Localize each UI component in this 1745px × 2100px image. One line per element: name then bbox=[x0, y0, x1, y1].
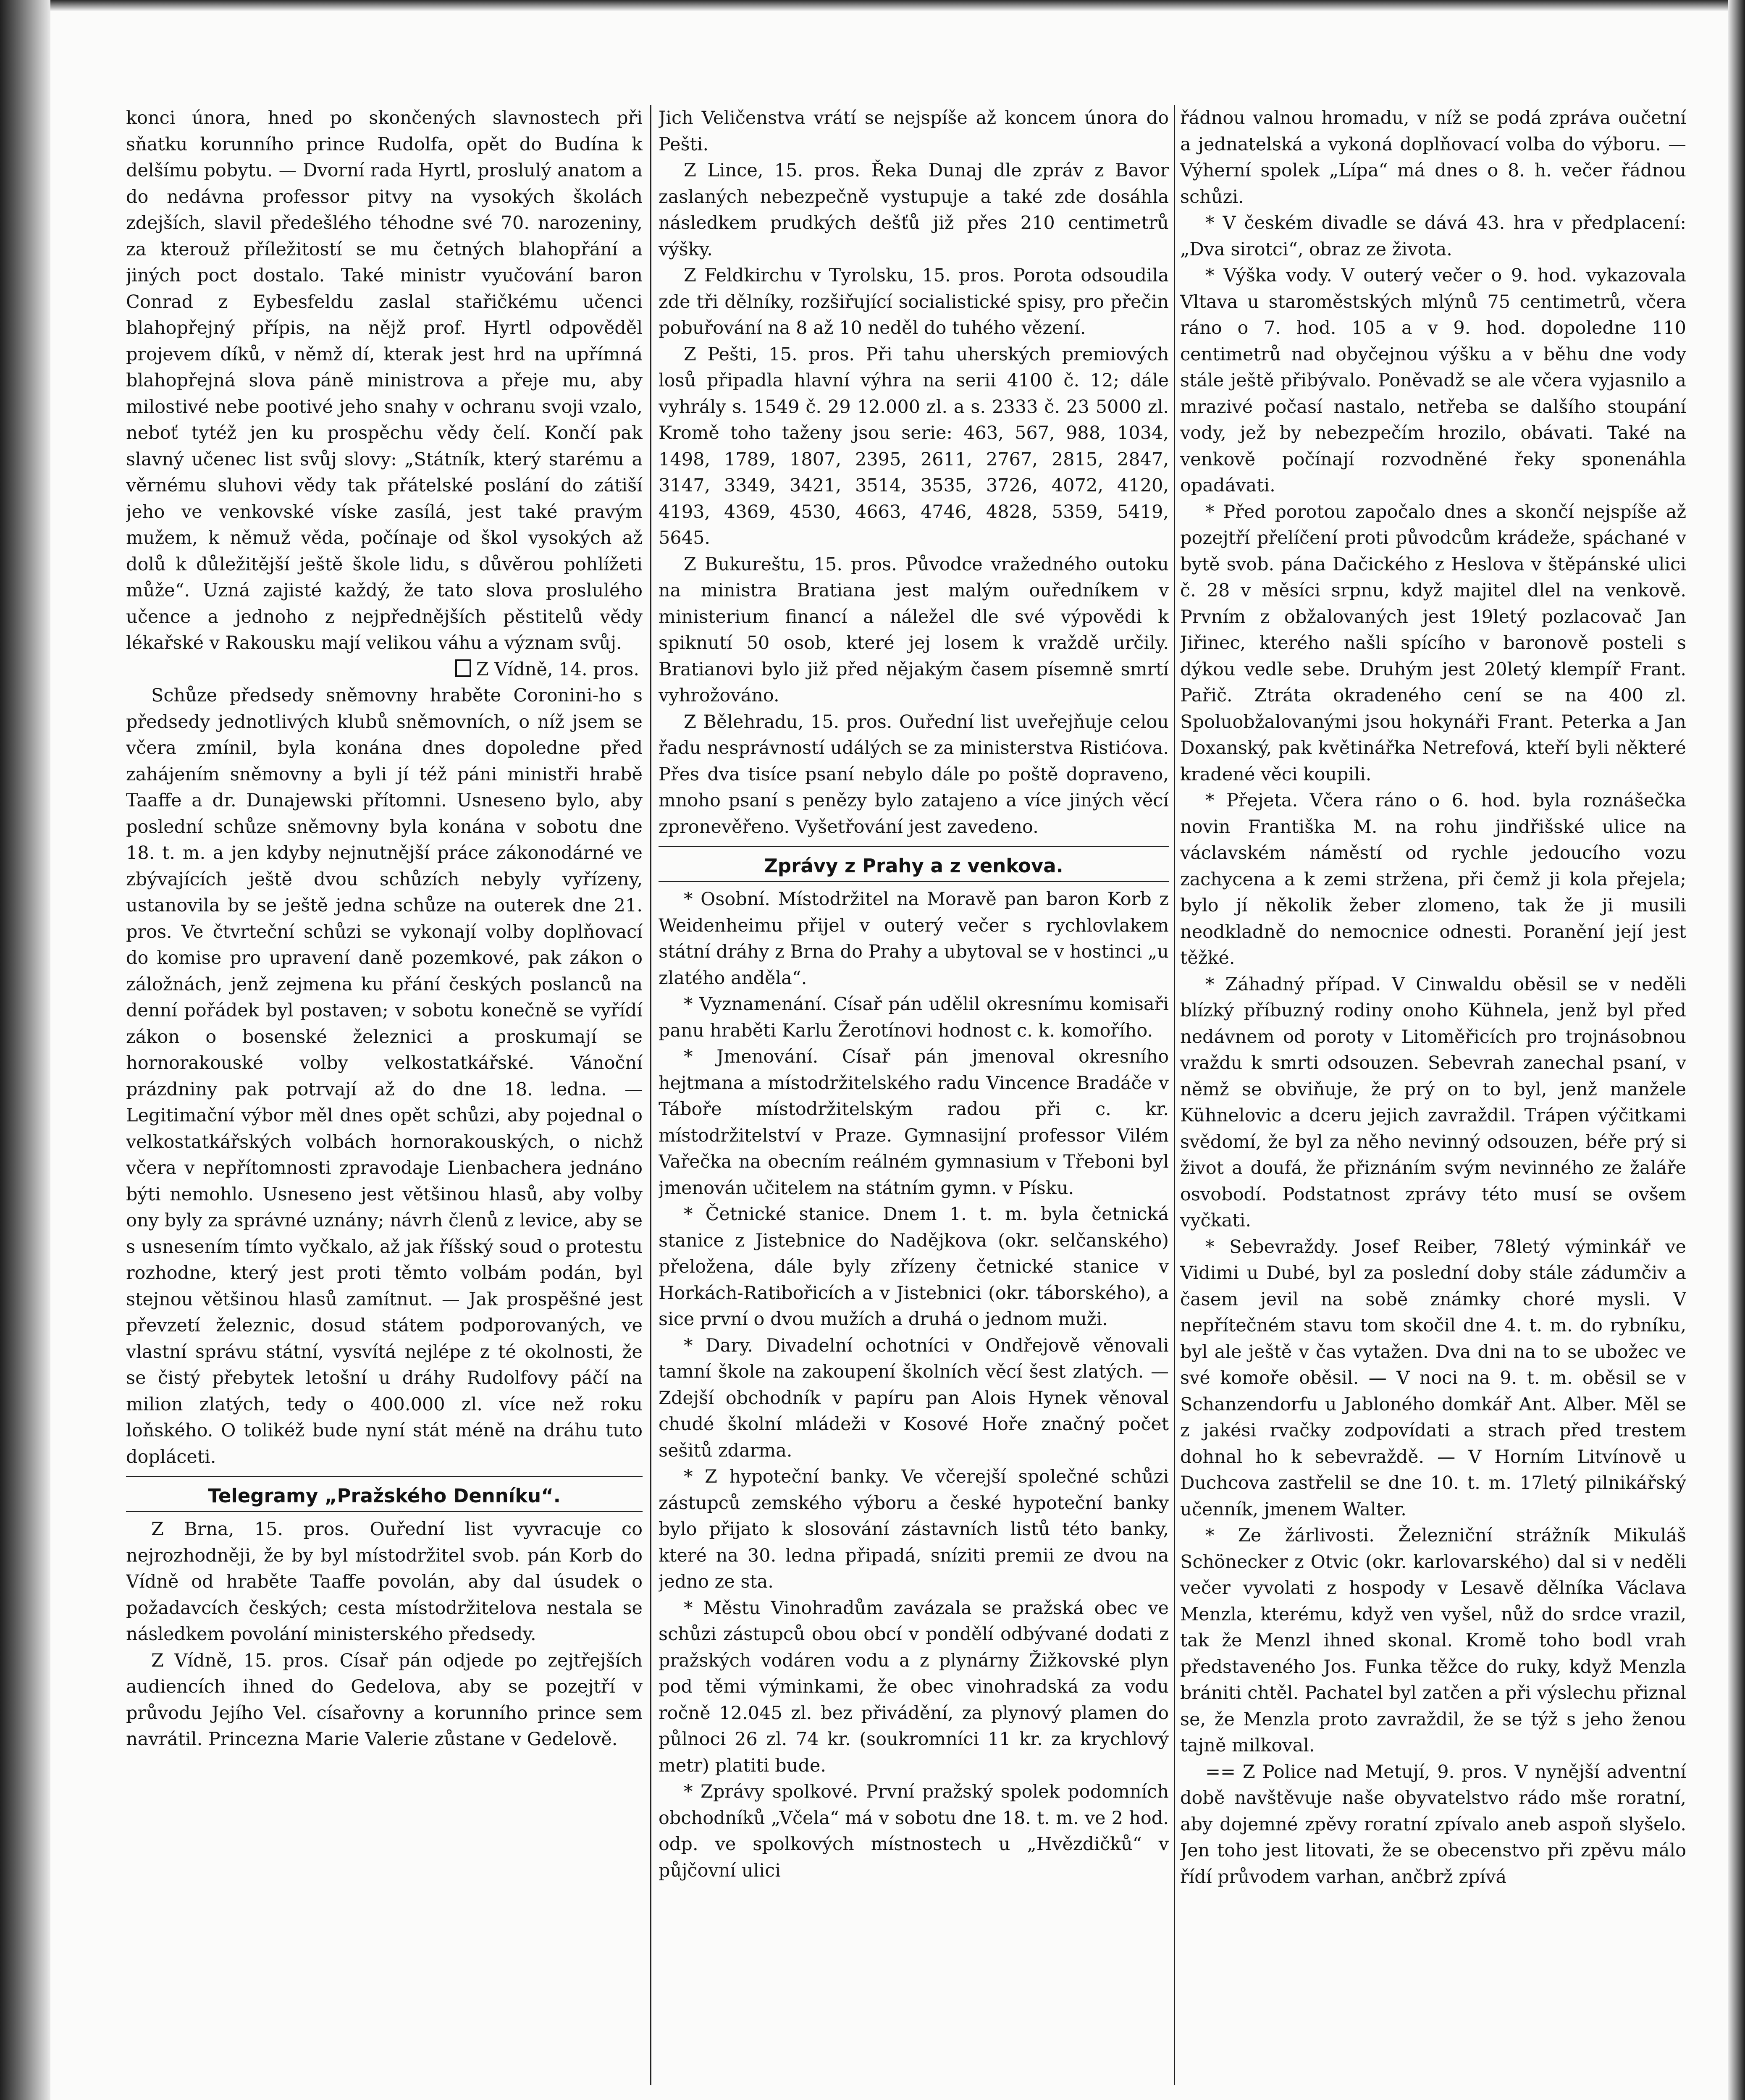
article-text: Schůze předsedy sněmovny hraběte Coronini-ho s předsedy jednotlivých klubů sněmovních, o níž jsem se včera zmínil, byla konána dnes dopoledne před zahájením sněmovny a byli jí též páni ministři hrabě Taaffe a dr. Dunajewski přítomni. Usneseno bylo, aby poslední schůze sněmovny byla konána v sobotu dne 18. t. m. a jen kdyby nejnutnější práce zákonodárné ve zbývajících ještě dvou schůzích nebyly vyřízeny, ustanovila by se ještě jedna schůze na outerek dne 21. pros. Ve čtvrteční schůzi se vykonají volby doplňovací do komise pro upravení daně pozemkové, pak zákon o záložnách, jenž zejmena ku přání českých poslanců na denní pořádek byl postaven; v sobotu konečně se vyřídí zákon o bosenské železnici a proskumají se hornorakouské volby velkostatkářské. Vánoční prázdniny pak potrvají až do dne 18. ledna. — Legitimační výbor měl dnes opět schůzi, aby pojednal o velkostatkářských volbách hornorakouských, o nichž včera v nepřítomnosti zpravodaje Lienbachera jednáno býti nemohlo. Usneseno jest většinou hlasů, aby volby ony byly za správné uznány; návrh členů z levice, aby se s usnesením tímto vyčkalo, až jak říšský soud o protestu rozhodne, který jest proti těmto volbám podán, byl stejnou většinou hlasů zamítnut. — Jak prospěšné jest převzetí železnic, dosud státem podporovaných, ve vlastní správu státní, vysvítá nejlépe z té okolnosti, že se čistý přebytek letošní u dráhy Rudolfovy páčí na milion zlatých, tedy o 400.000 zl. více než roku loňského. O tolikéž bude nyní stát méně na dráhu tuto dopláceti. bbox=[126, 685, 643, 1467]
divider bbox=[659, 881, 1169, 882]
article-text: == Z Police nad Metují, 9. pros. V nynější adventní době navštěvuje naše obyvatelstvo rádo mše roratní, aby dojemné zpěvy roratní zpívalo aneb aspoň slyšelo. Jen toho jest litovati, že se obecenstvo při zpěvu málo řídí průvodem varhan, ančbrž zpívá bbox=[1180, 1761, 1686, 1887]
article-text: * Před porotou započalo dnes a skončí nejspíše až pozejtří přelíčení proti původcům krádeže, spáchané v bytě svob. pána Dačického z Heslova v štěpánské ulici č. 28 v měsíci srpnu, když majitel dlel na venkově. Prvním z obžalovaných jest 19letý pozlacovač Jan Jiřinec, kterého našli spícího v baronově posteli s dýkou vedle sebe. Druhým jest 20letý klempíř Frant. Pařič. Ztráta okradeného cení se na 400 zl. Spoluobžalovanými jsou hokynáři Frant. Peterka a Jan Doxanský, pak květinářka Netrefová, kteří byli některé kradené věci koupili. bbox=[1180, 501, 1686, 785]
article-text: Z Bukureštu, 15. pros. Původce vražedného outoku na ministra Bratiana jest malým ouředníkem v ministerium financí a náležel dle své výpovědi k spiknutí 50 osob, které jej losem k vraždě určily. Bratianovi bylo již před nějakým časem písemně smrtí vyhrožováno. bbox=[659, 554, 1169, 706]
divider bbox=[659, 846, 1169, 847]
article-text: Z Feldkirchu v Tyrolsku, 15. pros. Porota odsoudila zde tři dělníky, rozšiřující socialistické spisy, pro přečin pobuřování na 8 až 10 neděl do tuhého vězení. bbox=[659, 265, 1169, 339]
article-text: Z Brna, 15. pros. Ouřední list vyvracuje co nejrozhodněji, že by byl místodržitel svob. pán Korb do Vídně od hraběte Taaffe povolán, aby dal úsudek o požadavcích českých; cesta místodržitelova nestala se následkem povolání ministerského předsedy. bbox=[126, 1519, 643, 1645]
article-text: * Výška vody. V outerý večer o 9. hod. vykazovala Vltava u staroměstských mlýnů 75 centimetrů, včera ráno o 7. hod. 105 a v 9. hod. dopoledne 110 centimetrů nad obyčejnou výšku a v běhu dne vody stále ještě přibývalo. Poněvadž se ale včera vyjasnilo a mrazivé počasí nastalo, netřeba se dalšího stoupání vody, jež by nebezpečím hrozilo, obávati. Také na venkově počínají rozvodněné řeky sponenáhla opadávati. bbox=[1180, 265, 1686, 496]
article-text: * Jmenování. Císař pán jmenoval okresního hejtmana a místodržitelského radu Vincence Bradáče v Táboře místodržitelským radou při c. kr. místodržitelství v Praze. Gymnasijní professor Vilém Vařečka na obecním reálném gymnasium v Třeboni byl jmenován učitelem na státním gymn. v Písku. bbox=[659, 1046, 1169, 1199]
article-text: * Sebevraždy. Josef Reiber, 78letý výminkář ve Vidimi u Dubé, byl za poslední doby stále zádumčiv a časem jevil na sobě známky choré mysli. V nepřítečném stavu tom skočil dne 4. t. m. do rybníku, byl ale ještě v čas vytažen. Dva dni na to se ubožec ve své komoře oběsil. — V noci na 9. t. m. oběsil se v Schanzendorfu u Jabloného domkář Ant. Alber. Měl se z jakési rvačky zodpovídati a strach před trestem dohnal ho k sebevraždě. — V Horním Litvínově u Duchcova zastřelil se dne 10. t. m. 17letý pilnikářský učenník, jmenem Walter. bbox=[1180, 1236, 1686, 1520]
section-heading: Zprávy z Prahy a z venkova. bbox=[764, 855, 1063, 877]
article-text: * V českém divadle se dává 43. hra v předplacení: „Dva sirotci“, obraz ze života. bbox=[1180, 213, 1686, 260]
article-text: * Přejeta. Včera ráno o 6. hod. byla roznášečka novin Františka M. na rohu jindřišské ulice na václavském náměstí od rychle jedoucího vozu zachycena a k zemi stržena, při čemž ji kola přejela; bylo jí několik žeber zlomeno, tak že ji musili neodkladně do nemocnice odnesti. Poranění její jest těžké. bbox=[1180, 790, 1686, 969]
article-text: Z Pešti, 15. pros. Při tahu uherských premiových losů připadla hlavní výhra na serii 4100 č. 12; dále vyhrály s. 1549 č. 29 12.000 zl. a s. 2333 č. 23 5000 zl. Kromě toho taženy jsou serie: 463, 567, 988, 1034, 1498, 1789, 1807, 2395, 2611, 2767, 2815, 2847, 3147, 3349, 3421, 3514, 3535, 3726, 4072, 4120, 4193, 4369, 4530, 4663, 4746, 4828, 5359, 5419, 5645. bbox=[659, 344, 1169, 549]
article-text: * Osobní. Místodržitel na Moravě pan baron Korb z Weidenheimu přijel v outerý večer s rychlovlakem státní dráhy z Brna do Prahy a ubytoval se v hostinci „u zlatého anděla“. bbox=[659, 889, 1169, 989]
article-text: Z Vídně, 15. pros. Císař pán odjede po zejtřejších audiencích ihned do Gedelova, aby se pozejtří v průvodu Jejího Vel. císařovny a korunního prince sem navrátil. Princezna Marie Valerie zůstane v Gedelově. bbox=[126, 1650, 643, 1750]
article-text: * Městu Vinohradům zavázala se pražská obec ve schůzi zástupců obou obcí v pondělí odbývané dodati z pražských vodáren vodu a z plynárny Žižkovské plyn pod těmi výminkami, že obec vinohradská za vodu ročně 12.045 zl. bez přivádění, za plynový plamen do půlnoci 26 zl. 74 kr. (soukromníci 11 kr. za krychlový metr) platiti bude. bbox=[659, 1597, 1169, 1776]
box-marker-icon bbox=[455, 659, 471, 677]
article-text: Z Bělehradu, 15. pros. Ouřední list uveřejňuje celou řadu nesprávností událých se za ministerstva Ristićova. Přes dva tisíce psaní nebylo dále po poště dopraveno, mnoho psaní s penězy bylo zatajeno a více jiných věcí zpronevěřeno. Vyšetřování jest zavedeno. bbox=[659, 711, 1169, 837]
article-text: * Zprávy spolkové. První pražský spolek podomních obchodníků „Včela“ má v sobotu dne 18. t. m. ve 2 hod. odp. ve spolkových místnostech u „Hvězdičků“ v půjčovní ulici bbox=[659, 1781, 1169, 1881]
article-text: * Vyznamenání. Císař pán udělil okresnímu komisaři panu hraběti Karlu Žerotínovi hodnost c. k. komořího. bbox=[659, 994, 1169, 1041]
article-text: * Záhadný případ. V Cinwaldu oběsil se v neděli blízký příbuzný rodiny onoho Kühnela, jenž byl před nedávnem od poroty v Litoměřicích pro trojnásobnou vraždu k smrti odsouzen. Sebevrah zanechal psaní, v němž se obviňuje, že prý on to byl, jenž manžele Kühnelovic a dceru jejich zavraždil. Trápen výčitkami svědomí, že byl za něho nevinný odsouzen, béře prý si život a doufá, že přiznáním svým nevinného ze žaláře osvobodí. Podstatnost zprávy této musí se ovšem vyčkati. bbox=[1180, 974, 1686, 1231]
article-text: Z Lince, 15. pros. Řeka Dunaj dle zpráv z Bavor zaslaných nebezpečně vystupuje a také zde dosáhla následkem prudkých dešťů již přes 210 centimetrů výšky. bbox=[659, 160, 1169, 260]
dateline-text: Z Vídně, 14. pros. bbox=[476, 659, 639, 680]
dateline bbox=[126, 656, 643, 683]
article-text: * Dary. Divadelní ochotníci v Ondřejově věnovali tamní škole na zakoupení školních věcí šest zlatých. — Zdejší obchodník v papíru pan Alois Hynek věnoval chudé školní mládeži v Kosové Hoře značný počet sešitů zdarma. bbox=[659, 1335, 1169, 1461]
article-text: * Četnické stanice. Dnem 1. t. m. byla četnická stanice z Jistebnice do Nadějkova (okr. selčanského) přeložena, dále byly zřízeny četnické stanice v Horkách-Ratibořicích a v Jistebnici (okr. táborského), a sice první o dvou mužích a druhá o jednom muži. bbox=[659, 1204, 1169, 1330]
divider bbox=[126, 1476, 643, 1477]
article-text: * Ze žárlivosti. Železniční strážník Mikuláš Schönecker z Otvic (okr. karlovarského) dal si v neděli večer vyvolati z hospody v Lesavě dělníka Václava Menzla, kterému, když ven vyšel, nůž do srdce vrazil, tak že Menzl ihned skonal. Kromě toho bodl vrah představeného Jos. Funka těžce do ruky, když Menzla brániti chtěl. Pachatel byl zatčen a při výslechu přiznal se, že Menzla proto zavraždil, že se týž s jeho ženou tajně milkoval. bbox=[1180, 1525, 1686, 1756]
column-rule-right bbox=[1174, 105, 1175, 2085]
section-heading: Telegramy „Pražského Denníku“. bbox=[208, 1485, 561, 1507]
scan-right-edge bbox=[1728, 0, 1745, 2100]
column-rule-left bbox=[650, 105, 651, 2085]
article-text: * Z hypoteční banky. Ve včerejší společné schůzi zástupců zemského výboru a české hypoteční banky bylo přijato k slosování zástavních listů této banky, které na 30. ledna připadá, sníziti premii ze dvou na jedno ze sta. bbox=[659, 1466, 1169, 1592]
article-text: Jich Veličenstva vrátí se nejspíše až koncem února do Pešti. bbox=[659, 108, 1169, 155]
column-2 bbox=[659, 105, 1169, 2087]
column-1 bbox=[126, 105, 643, 2087]
article-text: řádnou valnou hromadu, v níž se podá zpráva oučetní a jednatelská a vykoná doplňovací volba do výboru. — Výherní spolek „Lípa“ má dnes o 8. h. večer řádnou schůzi. bbox=[1180, 108, 1686, 207]
divider bbox=[126, 1511, 643, 1512]
article-text: konci února, hned po skončených slavnostech při sňatku korunního prince Rudolfa, opět do Budína k delšímu pobytu. — Dvorní rada Hyrtl, proslulý anatom a do nedávna professor pitvy na vysokých školách zdejších, slavil předešlého téhodne své 70. narozeniny, za kterouž příležitostí se mu četných blahopřání a jiných poct dostalo. Také ministr vyučování baron Conrad z Eybesfeldu zaslal stařičkému učenci blahopřejný přípis, na nějž prof. Hyrtl odpověděl projevem díků, v němž dí, kterak jest hrd na upřímná blahopřejná slova páně ministrova a přeje mu, aby milostivé nebe pootivé jeho snahy v ochranu svoji vzalo, neboť tytéž jen ku prospěchu vědy čelí. Končí pak slavný učenec list svůj slovy: „Státník, který starému a věrnému sluhovi vědy tak přátelské poslání do zátiší jeho ve venkovské víske zasílá, jest také pravým mužem, k němuž věda, počínaje od škol vysokých až dolů k důležitější ještě škole lidu, s důvěrou pohlížeti může“. Uzná zajisté každý, že tato slova proslulého učence a jednoho z nejpřednějších pěstitelů vědy lékařské v Rakousku mají velikou váhu a význam svůj. bbox=[126, 108, 643, 654]
column-3 bbox=[1180, 105, 1686, 2087]
scan-top-edge bbox=[0, 0, 1745, 11]
scan-left-edge bbox=[0, 0, 50, 2100]
